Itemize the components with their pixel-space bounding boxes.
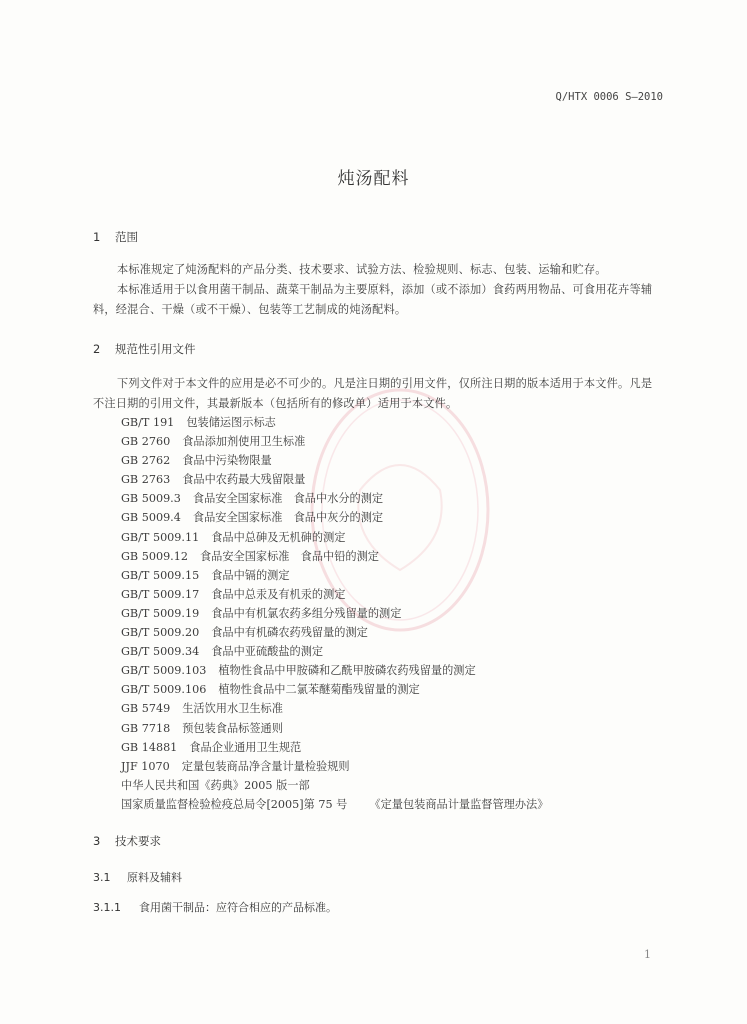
reference-code: GB 7718 xyxy=(121,721,171,735)
reference-code: GB 2763 xyxy=(121,473,171,487)
reference-code: GB 2760 xyxy=(121,435,171,449)
subsection-number: 3.1 xyxy=(93,871,111,884)
reference-code: GB 5009.12 xyxy=(121,549,188,563)
reference-item xyxy=(121,795,548,814)
reference-item xyxy=(121,604,548,623)
reference-item xyxy=(121,432,548,451)
reference-title: 食品中总汞及有机汞的测定 xyxy=(211,587,346,601)
reference-code: GB/T 5009.15 xyxy=(121,568,200,582)
section-number: 1 xyxy=(93,230,101,244)
reference-item xyxy=(121,413,548,432)
subsection-label: 食用菌干制品：应符合相应的产品标准。 xyxy=(139,901,337,914)
subsection-number: 3.1.1 xyxy=(93,901,121,914)
scope-paragraph-2: 本标准适用于以食用菌干制品、蔬菜干制品为主要原料，添加（或不添加）食药两用物品、可食用花卉等辅料，经混合、干燥（或不干燥）、包装等工艺制成的炖汤配料。 xyxy=(93,283,653,316)
section-title: 范围 xyxy=(115,230,138,244)
scope-paragraph-1: 本标准规定了炖汤配料的产品分类、技术要求、试验方法、检验规则、标志、包装、运输和贮存。 xyxy=(117,263,607,276)
reference-item xyxy=(121,489,548,508)
reference-item xyxy=(121,680,548,699)
section-title: 规范性引用文件 xyxy=(115,342,196,356)
reference-code: GB/T 5009.34 xyxy=(121,645,200,659)
normative-intro: 下列文件对于本文件的应用是必不可少的。凡是注日期的引用文件，仅所注日期的版本适用于本文件。凡是不注日期的引用文件，其最新版本（包括所有的修改单）适用于本文件。 xyxy=(93,377,653,410)
reference-title: 预包装食品标签通则 xyxy=(182,721,283,735)
reference-code: 中华人民共和国《药典》2005 版一部 xyxy=(121,778,310,792)
section-heading-technical xyxy=(93,833,161,849)
reference-title: 食品安全国家标准 食品中铅的测定 xyxy=(199,549,379,563)
reference-title: 食品中总砷及无机砷的测定 xyxy=(211,530,346,544)
reference-title: 食品安全国家标准 食品中水分的测定 xyxy=(192,492,384,506)
reference-title: 食品企业通用卫生规范 xyxy=(189,740,302,754)
reference-list xyxy=(121,413,548,814)
section-number: 3 xyxy=(93,834,101,848)
reference-code: GB 5009.3 xyxy=(121,492,181,506)
subsection-edible-fungi xyxy=(93,899,337,915)
reference-code: GB 14881 xyxy=(121,740,178,754)
reference-code: GB/T 5009.19 xyxy=(121,606,200,620)
reference-code: GB/T 5009.106 xyxy=(121,683,207,697)
reference-title: 植物性食品中二氯苯醚菊酯残留量的测定 xyxy=(218,683,420,697)
reference-code: 国家质量监督检验检疫总局令[2005]第 75 号 xyxy=(121,797,348,811)
reference-item xyxy=(121,451,548,470)
reference-code: GB 5009.4 xyxy=(121,511,181,525)
reference-item xyxy=(121,547,548,566)
page-number: 1 xyxy=(644,948,651,961)
section-heading-normative xyxy=(93,341,196,357)
document-title: 炖汤配料 xyxy=(337,169,410,189)
reference-item xyxy=(121,661,548,680)
reference-item xyxy=(121,623,548,642)
reference-title: 食品中农药最大残留限量 xyxy=(182,473,306,487)
reference-code: GB/T 5009.17 xyxy=(121,587,200,601)
reference-item xyxy=(121,776,548,795)
reference-code: GB/T 191 xyxy=(121,416,175,429)
reference-code: GB 5749 xyxy=(121,702,171,716)
reference-title: 食品中有机氯农药多组分残留量的测定 xyxy=(211,606,402,620)
subsection-label: 原料及辅料 xyxy=(127,871,182,884)
reference-title: 食品中污染物限量 xyxy=(182,454,272,468)
reference-item xyxy=(121,470,548,489)
reference-item xyxy=(121,719,548,738)
reference-item xyxy=(121,566,548,585)
reference-title: 食品添加剂使用卫生标准 xyxy=(182,435,306,449)
reference-title: 食品安全国家标准 食品中灰分的测定 xyxy=(192,511,384,525)
standard-code: Q/HTX 0006 S—2010 xyxy=(555,91,663,103)
reference-title: 食品中有机磷农药残留量的测定 xyxy=(211,626,368,640)
reference-title: 植物性食品中甲胺磷和乙酰甲胺磷农药残留量的测定 xyxy=(218,664,476,678)
reference-item xyxy=(121,508,548,527)
reference-title: 生活饮用水卫生标准 xyxy=(182,702,283,716)
reference-code: GB/T 5009.103 xyxy=(121,664,207,678)
reference-code: GB 2762 xyxy=(121,454,171,468)
reference-title: 食品中镉的测定 xyxy=(211,568,290,582)
reference-title: 《定量包装商品计量监督管理办法》 xyxy=(369,797,549,811)
reference-item xyxy=(121,757,548,776)
reference-item xyxy=(121,642,548,661)
reference-title: 定量包装商品净含量计量检验规则 xyxy=(181,759,350,773)
section-heading-scope xyxy=(93,229,138,245)
reference-item xyxy=(121,585,548,604)
reference-item xyxy=(121,738,548,757)
reference-item xyxy=(121,699,548,718)
reference-code: GB/T 5009.11 xyxy=(121,530,200,544)
subsection-raw-materials xyxy=(93,869,182,885)
reference-title: 食品中亚硫酸盐的测定 xyxy=(211,645,324,659)
reference-code: GB/T 5009.20 xyxy=(121,626,200,640)
reference-code: JJF 1070 xyxy=(121,759,170,773)
reference-title: 包装储运图示标志 xyxy=(186,416,276,429)
section-title: 技术要求 xyxy=(115,834,161,848)
reference-item xyxy=(121,528,548,547)
section-number: 2 xyxy=(93,342,101,356)
